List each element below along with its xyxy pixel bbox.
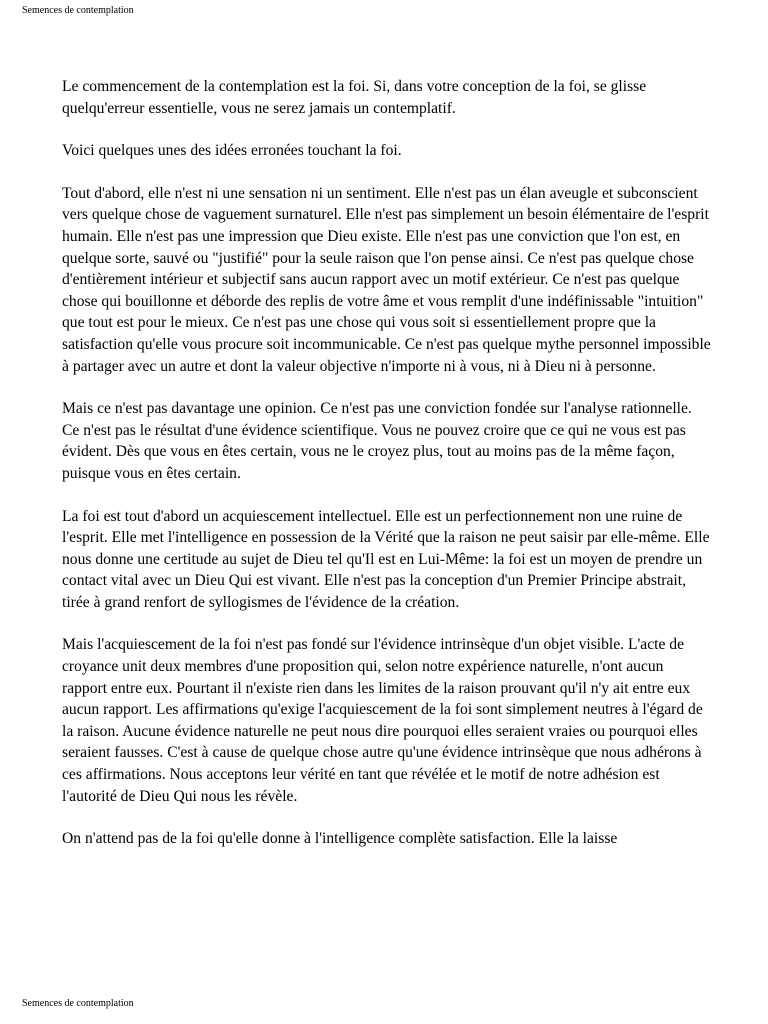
paragraph-2: Voici quelques unes des idées erronées touchant la foi. [62,142,402,160]
running-header: Semences de contemplation [22,5,134,16]
running-footer: Semences de contemplation [22,998,134,1009]
paragraph-4: Mais ce n'est pas davantage une opinion. Ce n'est pas une conviction fondée sur l'analyse rationnelle. Ce n'est pas le résultat d'une évidence scientifique. Vous ne pouvez croire que ce qui ne vous est pas évident. Dès que vous en êtes certain, vous ne le croyez plus, tout au moins pas de la même façon, puisque vous en êtes certain. [62,400,692,482]
paragraph-1: Le commencement de la contemplation est la foi. Si, dans votre conception de la foi, se glisse quelqu'erreur essentielle, vous ne serez jamais un contemplatif. [62,78,647,117]
page-body [62,76,712,850]
paragraph-5: La foi est tout d'abord un acquiescement intellectuel. Elle est un perfectionnement non une ruine de l'esprit. Elle met l'intelligence en possession de la Vérité que la raison ne peut saisir par elle-même. Elle nous donne une certitude au sujet de Dieu tel qu'Il est en Lui-Même: la foi est un moyen de prendre un contact vital avec un Dieu Qui est vivant. Elle n'est pas la conception d'un Premier Principe abstrait, tirée à grand renfort de syllogismes de l'évidence de la création. [62,507,710,611]
paragraph-3: Tout d'abord, elle n'est ni une sensation ni un sentiment. Elle n'est pas un élan aveugle et subconscient vers quelque chose de vaguement surnaturel. Elle n'est pas simplement un besoin élémentaire de l'esprit humain. Elle n'est pas une impression que Dieu existe. Elle n'est pas une conviction que l'on est, en quelque sorte, sauvé ou "justifié" pour la seule raison que l'on pense ainsi. Ce n'est pas quelque chose d'entièrement intérieur et subjectif sans aucun rapport avec un motif extérieur. Ce n'est pas quelque chose qui bouillonne et déborde des replis de votre âme et vous remplit d'une indéfinissable "intuition" que tout est pour le mieux. Ce n'est pas une chose qui vous soit si essentiellement propre que la satisfaction qu'elle vous procure soit incommunicable. Ce n'est pas quelque mythe personnel impossible à partager avec un autre et dont la valeur objective n'importe ni à vous, ni à Dieu ni à personne. [62,184,711,375]
paragraph-7: On n'attend pas de la foi qu'elle donne à l'intelligence complète satisfaction. Elle la laisse [62,830,618,848]
paragraph-6: Mais l'acquiescement de la foi n'est pas fondé sur l'évidence intrinsèque d'un objet visible. L'acte de croyance unit deux membres d'une proposition qui, selon notre expérience naturelle, n'ont aucun rapport entre eux. Pourtant il n'existe rien dans les limites de la raison prouvant qu'il n'y ait entre eux aucun rapport. Les affirmations qu'exige l'acquiescement de la foi sont simplement neutres à l'égard de la raison. Aucune évidence naturelle ne peut nous dire pourquoi elles seraient vraies ou pourquoi elles seraient fausses. C'est à cause de quelque chose autre qu'une évidence intrinsèque que nous adhérons à ces affirmations. Nous acceptons leur vérité en tant que révélée et le motif de notre adhésion est l'autorité de Dieu Qui nous les révèle. [62,636,703,805]
